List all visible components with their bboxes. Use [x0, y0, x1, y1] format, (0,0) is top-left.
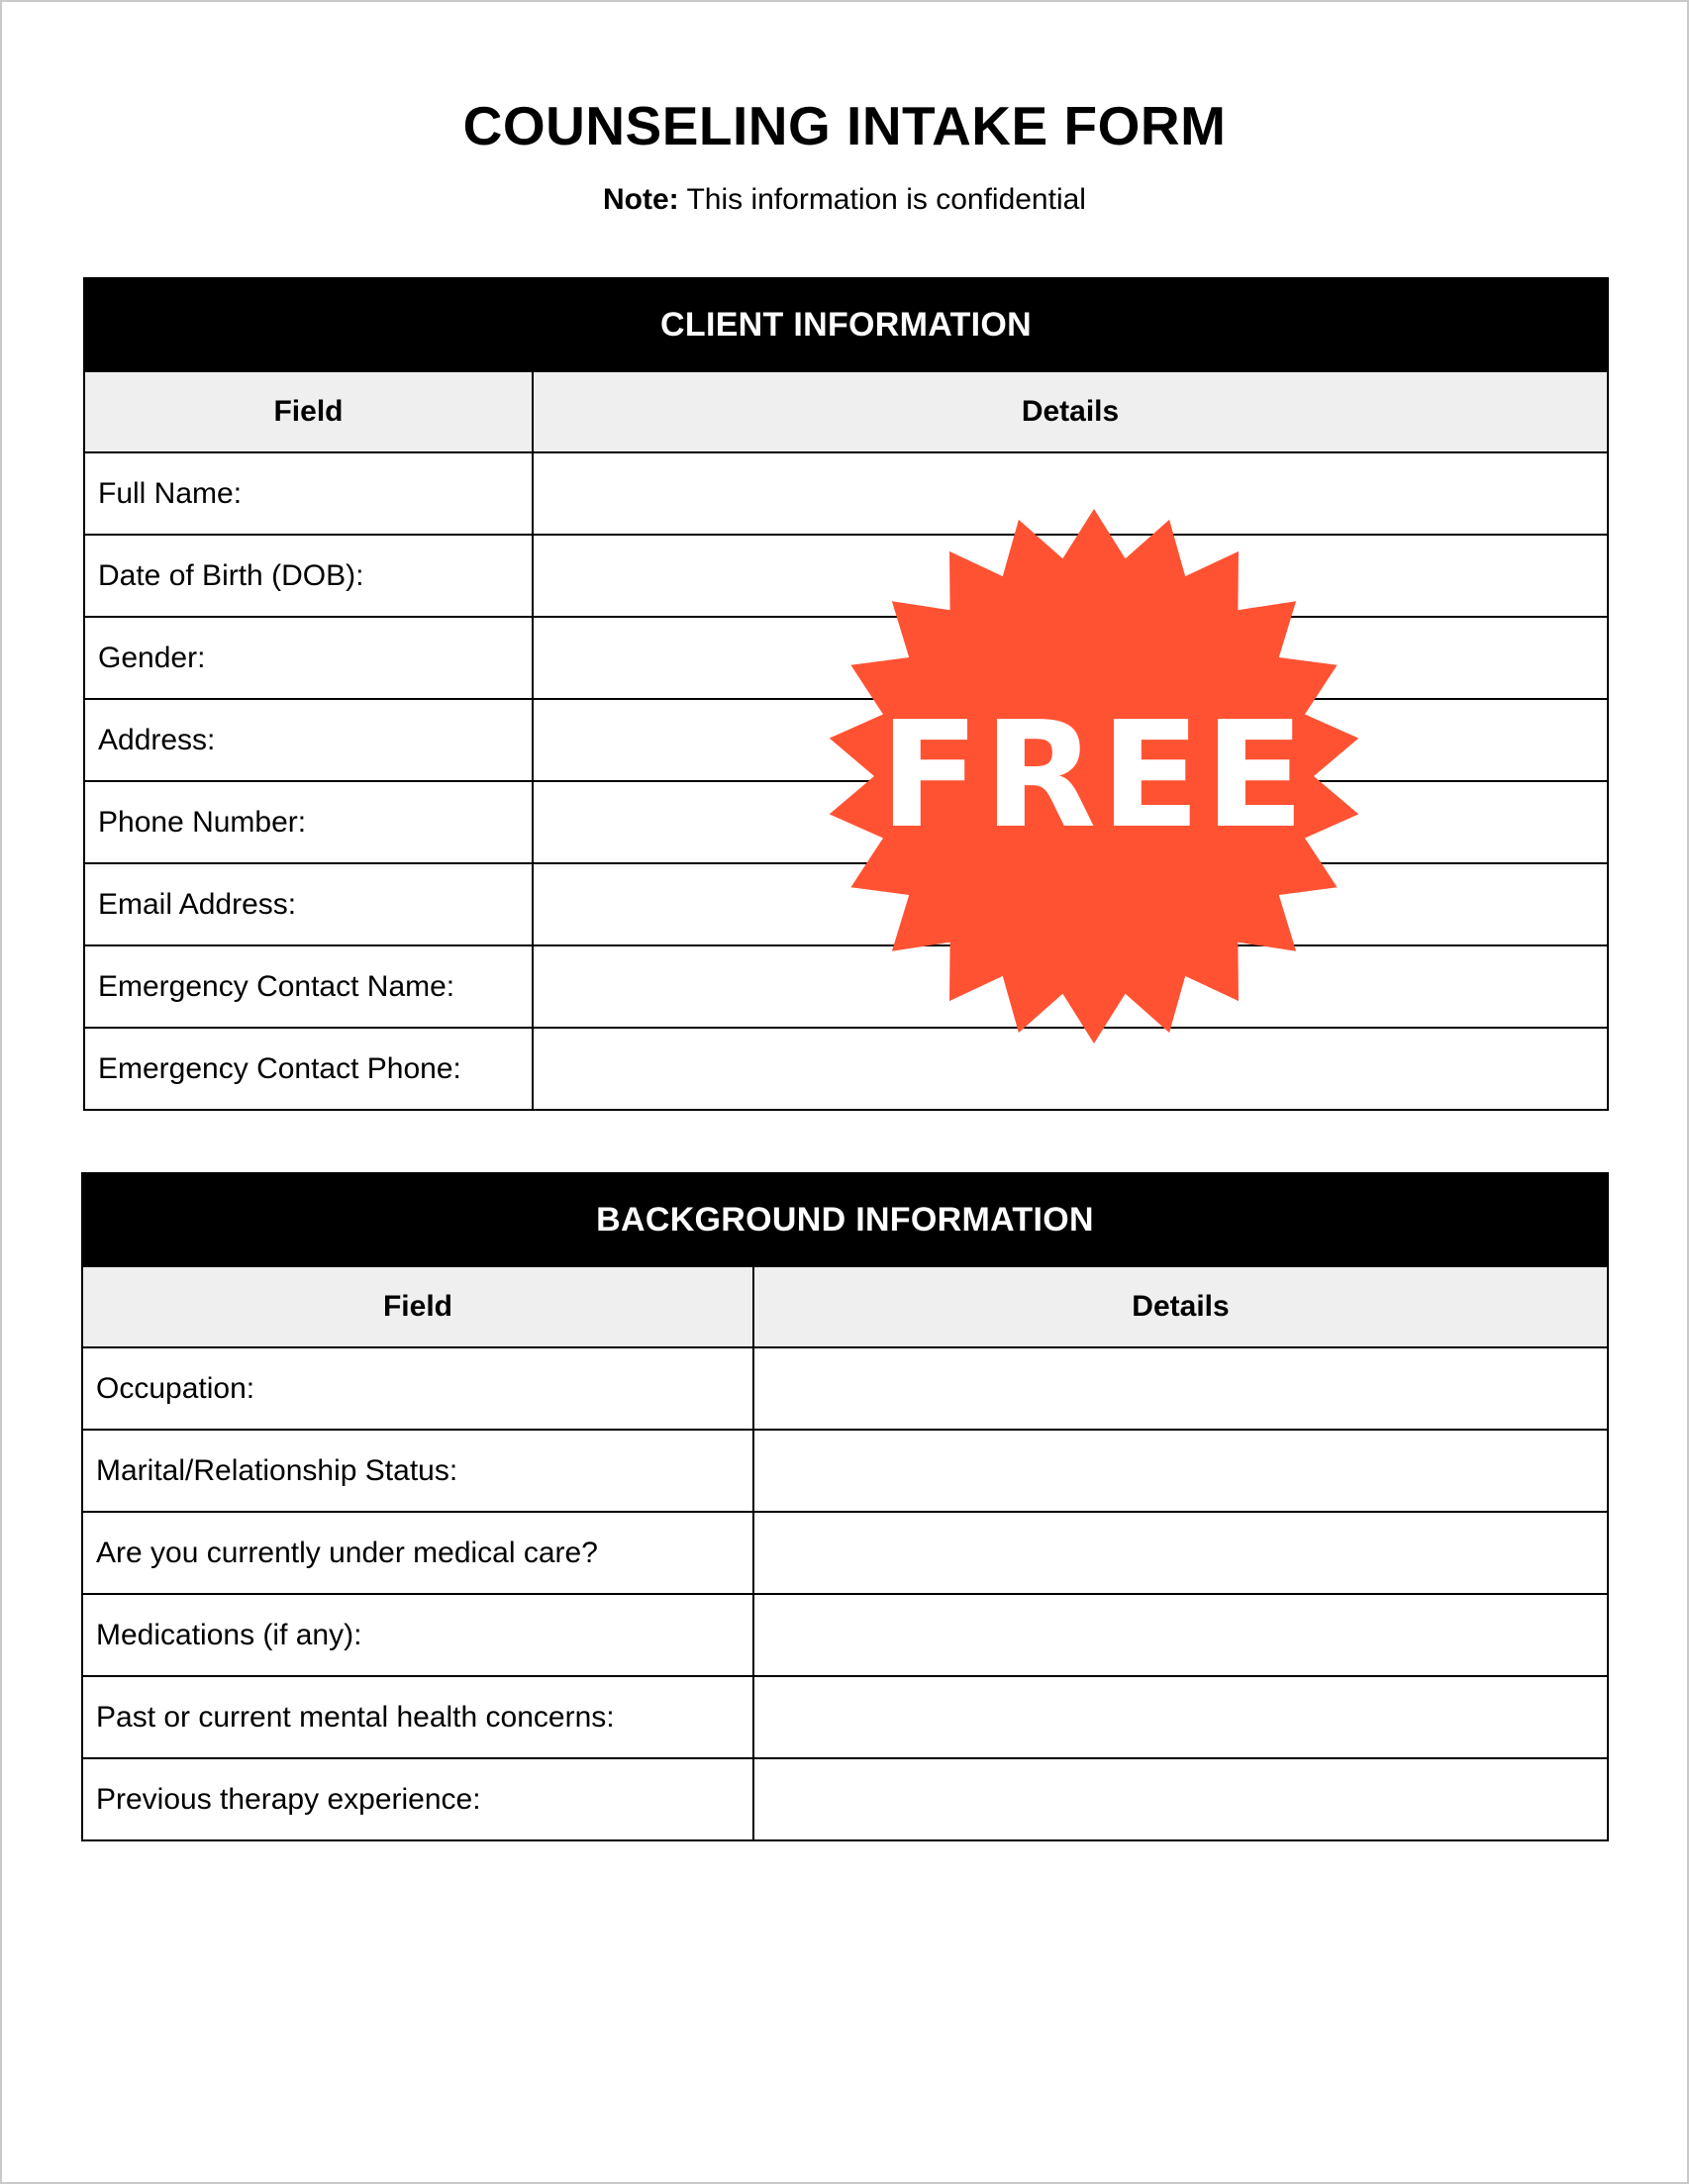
free-badge-text: FREE	[879, 690, 1309, 860]
occupation-label: Occupation:	[82, 1347, 753, 1430]
phone-number-label: Phone Number:	[84, 781, 533, 863]
table-row	[82, 1594, 1608, 1676]
gender-label: Gender:	[84, 617, 533, 699]
table-row	[82, 1430, 1608, 1512]
email-address-label: Email Address:	[84, 863, 533, 945]
form-title: COUNSELING INTAKE FORM	[462, 95, 1227, 156]
previous-therapy-field[interactable]	[753, 1758, 1608, 1840]
mental-health-concerns-field[interactable]	[753, 1676, 1608, 1758]
dob-label: Date of Birth (DOB):	[84, 535, 533, 617]
details-column-header: Details	[753, 1266, 1608, 1347]
note-text: This information is confidential	[678, 183, 1086, 216]
table-row	[82, 1676, 1608, 1758]
note-label: Note:	[603, 183, 679, 216]
medical-care-field[interactable]	[753, 1512, 1608, 1594]
client-section-heading: CLIENT INFORMATION	[84, 278, 1608, 371]
table-row	[82, 1758, 1608, 1840]
medications-label: Medications (if any):	[82, 1594, 753, 1676]
occupation-field[interactable]	[753, 1347, 1608, 1430]
field-column-header: Field	[82, 1266, 753, 1347]
free-badge	[825, 509, 1363, 1043]
background-information-table	[81, 1172, 1609, 1841]
details-column-header: Details	[533, 371, 1608, 452]
emergency-contact-name-label: Emergency Contact Name:	[84, 945, 533, 1028]
field-column-header: Field	[84, 371, 533, 452]
confidentiality-note	[0, 179, 1689, 221]
table-row	[82, 1347, 1608, 1430]
relationship-status-label: Marital/Relationship Status:	[82, 1430, 753, 1512]
medical-care-label: Are you currently under medical care?	[82, 1512, 753, 1594]
table-row	[82, 1512, 1608, 1594]
relationship-status-field[interactable]	[753, 1430, 1608, 1512]
address-label: Address:	[84, 699, 533, 781]
mental-health-concerns-label: Past or current mental health concerns:	[82, 1676, 753, 1758]
emergency-contact-phone-label: Emergency Contact Phone:	[84, 1028, 533, 1110]
background-section-heading: BACKGROUND INFORMATION	[82, 1173, 1608, 1266]
previous-therapy-label: Previous therapy experience:	[82, 1758, 753, 1840]
medications-field[interactable]	[753, 1594, 1608, 1676]
full-name-label: Full Name:	[84, 452, 533, 535]
